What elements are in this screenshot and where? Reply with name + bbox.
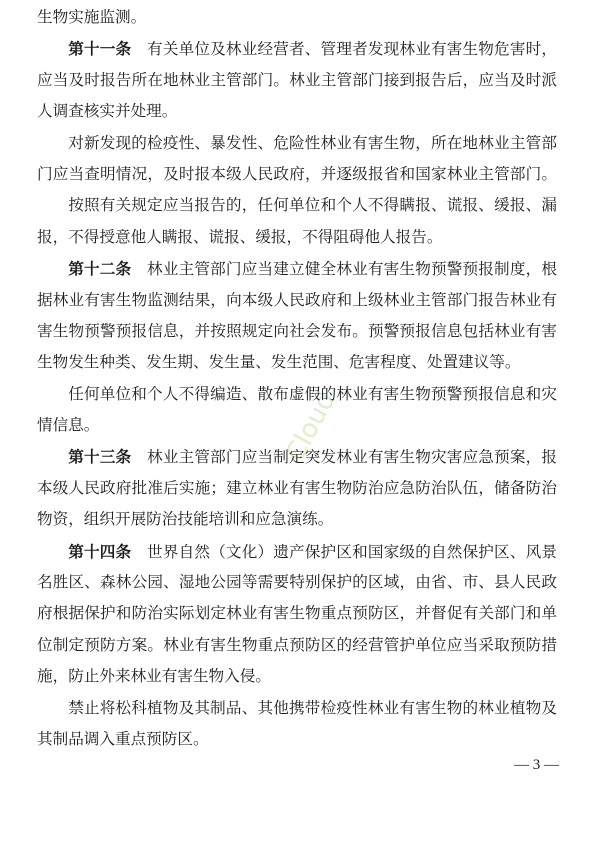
text-line	[37, 253, 557, 284]
document-body	[37, 2, 557, 755]
text-line	[37, 441, 557, 472]
text-line: 任何单位和个人不得编造、散布虚假的林业有害生物预警预报信息和灾	[68, 384, 557, 403]
article-paragraph	[37, 536, 557, 693]
text-line: 生物发生种类、发生期、发生量、发生范围、危害程度、处置建议等。	[37, 353, 521, 372]
paragraph	[37, 693, 557, 756]
text-line: 本级人民政府批准后实施；建立林业有害生物防治应急防治队伍，储备防治	[37, 478, 557, 497]
line-text: 有关单位及林业经营者、管理者发现林业有害生物危害时，	[146, 40, 557, 59]
text-line	[37, 536, 557, 567]
page-number: — 3 —	[514, 757, 559, 773]
text-line: 门应当查明情况，及时报本级人民政府，并逐级报省和国家林业主管部门。	[37, 164, 557, 183]
article-heading: 第十三条	[68, 447, 132, 467]
text-line: 害生物预警预报信息，并按照规定向社会发布。预警预报信息包括林业有害	[37, 321, 557, 340]
article-paragraph	[37, 33, 557, 127]
paragraph	[37, 379, 557, 442]
line-text: 林业主管部门应当建立健全林业有害生物预警预报制度，根	[146, 260, 557, 279]
text-line: 施，防止外来林业有害生物入侵。	[37, 667, 271, 686]
watermark-text: Cloud	[280, 386, 342, 467]
article-heading: 第十一条	[68, 39, 132, 59]
paragraph	[37, 190, 557, 253]
continuation-line: 生物实施监测。	[37, 8, 147, 26]
text-line: 位制定预防方案。林业有害生物重点预防区的经营管护单位应当采取预防措	[37, 635, 557, 654]
text-line	[37, 33, 557, 64]
text-line: 物资，组织开展防治技能培训和应急演练。	[37, 510, 334, 529]
text-line: 据林业有害生物监测结果，向本级人民政府和上级林业主管部门报告林业有	[37, 290, 557, 309]
paragraph	[37, 128, 557, 191]
text-line: 按照有关规定应当报告的，任何单位和个人不得瞒报、谎报、缓报、漏	[68, 196, 557, 215]
text-line: 府根据保护和防治实际划定林业有害生物重点预防区，并督促有关部门和单	[37, 604, 557, 623]
text-line: 应当及时报告所在地林业主管部门。林业主管部门接到报告后，应当及时派	[37, 70, 557, 89]
text-line: 对新发现的检疫性、暴发性、危险性林业有害生物，所在地林业主管部	[68, 133, 557, 152]
article-paragraph	[37, 253, 557, 379]
article-heading: 第十四条	[68, 541, 132, 561]
text-line: 名胜区、森林公园、湿地公园等需要特别保护的区域，由省、市、县人民政	[37, 573, 557, 592]
article-paragraph	[37, 441, 557, 535]
line-text: 林业主管部门应当制定突发林业有害生物灾害应急预案，报	[146, 448, 557, 467]
text-line: 报，不得授意他人瞒报、谎报、缓报，不得阻碍他人报告。	[37, 227, 443, 246]
article-heading: 第十二条	[68, 259, 132, 279]
text-line: 情信息。	[37, 416, 100, 435]
text-line: 禁止将松科植物及其制品、其他携带检疫性林业有害生物的林业植物及	[68, 698, 557, 717]
text-line: 人调查核实并处理。	[37, 102, 178, 121]
text-line: 其制品调入重点预防区。	[37, 729, 209, 748]
line-text: 世界自然（文化）遗产保护区和国家级的自然保护区、风景	[146, 542, 557, 561]
